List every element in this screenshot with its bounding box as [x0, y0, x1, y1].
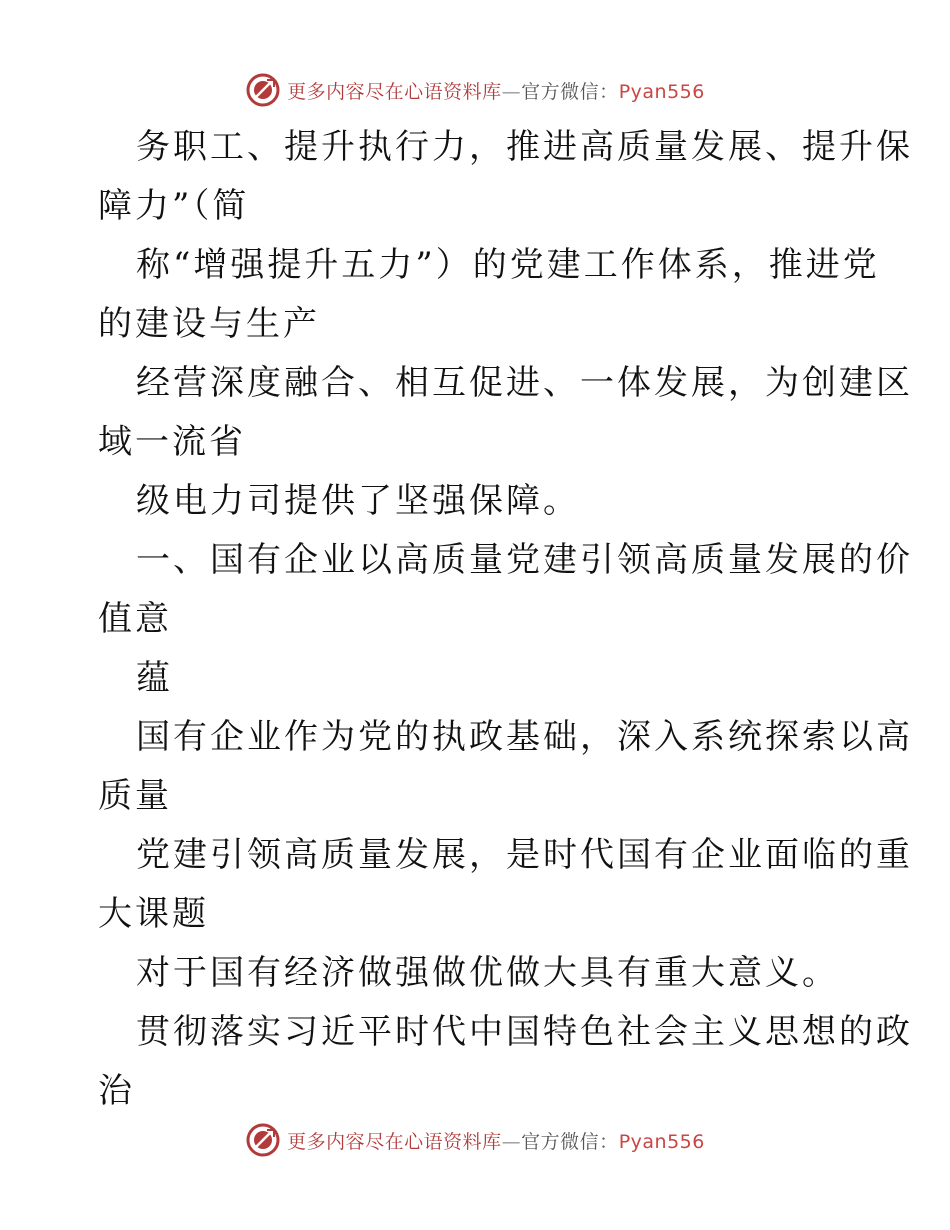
body-line: 治	[98, 1071, 135, 1111]
body-line: 大课题	[98, 894, 209, 934]
body-line: 称“增强提升五力”）的党建工作体系，推进党	[136, 245, 880, 285]
header-brand-text: 更多内容尽在心语资料库	[287, 80, 502, 103]
header-separator: —	[501, 80, 522, 103]
footer-banner-text	[287, 1127, 705, 1154]
brand-logo-icon	[245, 72, 281, 108]
header-official-label: 官方微信：	[521, 80, 619, 103]
footer-wechat-id: Pyan556	[618, 1130, 705, 1153]
body-line: 党建引领高质量发展，是时代国有企业面临的重	[136, 835, 913, 875]
body-line: 贯彻落实习近平时代中国特色社会主义思想的政	[136, 1012, 913, 1052]
brand-logo-icon	[245, 1122, 281, 1158]
body-line: 障力”（简	[98, 186, 250, 226]
body-line: 域一流省	[98, 422, 246, 462]
footer-official-label: 官方微信：	[521, 1130, 619, 1153]
body-line: 蕴	[136, 658, 173, 698]
header-banner-text	[287, 77, 705, 104]
body-line: 经营深度融合、相互促进、一体发展，为创建区	[136, 363, 913, 403]
body-line: 一、国有企业以高质量党建引领高质量发展的价	[136, 540, 913, 580]
header-wechat-id: Pyan556	[618, 80, 705, 103]
body-line: 级电力司提供了坚强保障。	[136, 481, 580, 521]
body-line: 对于国有经济做强做优做大具有重大意义。	[136, 953, 839, 993]
footer-separator: —	[501, 1130, 522, 1153]
footer-brand-text: 更多内容尽在心语资料库	[287, 1130, 502, 1153]
body-line: 质量	[98, 776, 172, 816]
header-banner	[0, 70, 950, 110]
body-line: 国有企业作为党的执政基础，深入系统探索以高	[136, 717, 913, 757]
body-line: 值意	[98, 599, 172, 639]
document-body	[98, 118, 913, 1121]
body-line: 务职工、提升执行力，推进高质量发展、提升保	[136, 127, 913, 167]
footer-banner	[0, 1120, 950, 1160]
body-line: 的建设与生产	[98, 304, 320, 344]
